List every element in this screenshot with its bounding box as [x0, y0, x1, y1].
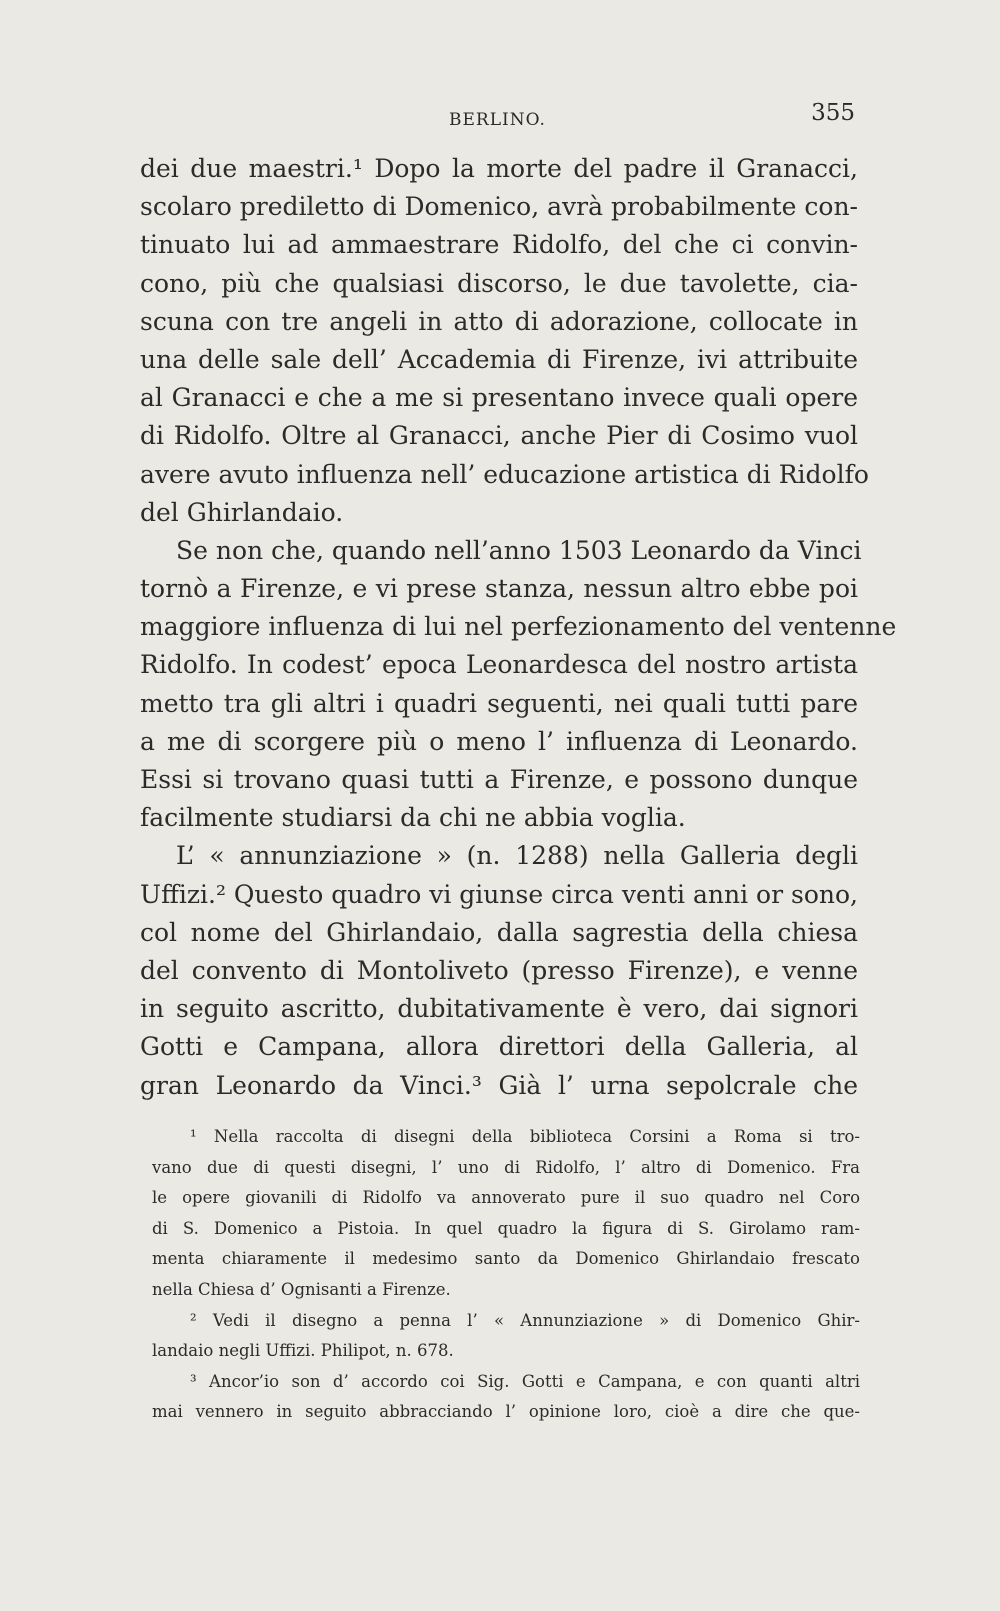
footnote-line: menta chiaramente il medesimo santo da Domenico Ghirlandaio frescato — [152, 1249, 860, 1269]
running-head: BERLINO. — [449, 110, 546, 130]
text-line: col nome del Ghirlandaio, dalla sagrestia della chiesa — [140, 917, 858, 947]
footnote-line: ² Vedi il disegno a penna l’ « Annunziazione » di Domenico Ghir- — [190, 1310, 860, 1330]
footnote-line: landaio negli Uffizi. Philipot, n. 678. — [152, 1341, 454, 1361]
text-line: Gotti e Campana, allora direttori della Galleria, al — [140, 1032, 858, 1062]
page-number: 355 — [811, 100, 855, 126]
body-text — [140, 150, 897, 1105]
text-line: avere avuto influenza nell’ educazione artistica di Ridolfo — [140, 459, 869, 489]
footnote-line: nella Chiesa d’ Ognisanti a Firenze. — [152, 1279, 451, 1299]
footnote-line: di S. Domenico a Pistoia. In quel quadro la figura di S. Girolamo ram- — [152, 1218, 860, 1238]
text-line: del Ghirlandaio. — [140, 497, 344, 527]
text-line: a me di scorgere più o meno l’ influenza di Leonardo. — [140, 726, 858, 756]
text-line: gran Leonardo da Vinci.³ Già l’ urna sepolcrale che — [140, 1070, 858, 1100]
text-line: di Ridolfo. Oltre al Granacci, anche Pier di Cosimo vuol — [140, 421, 858, 451]
footnote-line: mai vennero in seguito abbracciando l’ opinione loro, cioè a dire che que- — [152, 1402, 860, 1422]
text-line: scuna con tre angeli in atto di adorazione, collocate in — [140, 306, 858, 336]
text-line: Essi si trovano quasi tutti a Firenze, e possono dunque — [140, 765, 858, 794]
text-line: al Granacci e che a me si presentano invece quali opere — [140, 383, 858, 413]
text-line: dei due maestri.¹ Dopo la morte del padre il Granacci, — [140, 154, 858, 183]
footnote-line: vano due di questi disegni, l’ uno di Ridolfo, l’ altro di Domenico. Fra — [152, 1157, 860, 1177]
text-line: facilmente studiarsi da chi ne abbia voglia. — [140, 803, 686, 833]
text-line: una delle sale dell’ Accademia di Firenze, ivi attribuite — [140, 344, 858, 374]
text-line: maggiore influenza di lui nel perfezionamento del ventenne — [140, 612, 897, 642]
footnote-line: ³ Ancor’io son d’ accordo coi Sig. Gotti e Campana, e con quanti altri — [190, 1371, 860, 1391]
text-line: del convento di Montoliveto (presso Firenze), e venne — [140, 955, 858, 985]
page-header — [140, 100, 855, 140]
footnote-line: le opere giovanili di Ridolfo va annoverato pure il suo quadro nel Coro — [152, 1188, 860, 1208]
text-line: L’ « annunziazione » (n. 1288) nella Galleria degli — [176, 841, 858, 871]
text-line: tinuato lui ad ammaestrare Ridolfo, del che ci convin- — [140, 230, 858, 260]
footnote-line: ¹ Nella raccolta di disegni della biblioteca Corsini a Roma si tro- — [190, 1127, 860, 1146]
text-line: in seguito ascritto, dubitativamente è vero, dai signori — [140, 994, 858, 1024]
text-line: Uffizi.² Questo quadro vi giunse circa venti anni or sono, — [140, 879, 858, 909]
text-line: cono, più che qualsiasi discorso, le due tavolette, cia- — [140, 268, 858, 298]
text-line: scolaro prediletto di Domenico, avrà probabilmente con- — [140, 192, 858, 222]
text-line: Ridolfo. In codest’ epoca Leonardesca del nostro artista — [140, 650, 858, 680]
text-line: metto tra gli altri i quadri seguenti, nei quali tutti pare — [140, 688, 858, 718]
text-line: tornò a Firenze, e vi prese stanza, nessun altro ebbe poi — [140, 574, 858, 604]
footnotes — [152, 1122, 860, 1428]
text-line: Se non che, quando nell’anno 1503 Leonardo da Vinci — [176, 535, 862, 565]
